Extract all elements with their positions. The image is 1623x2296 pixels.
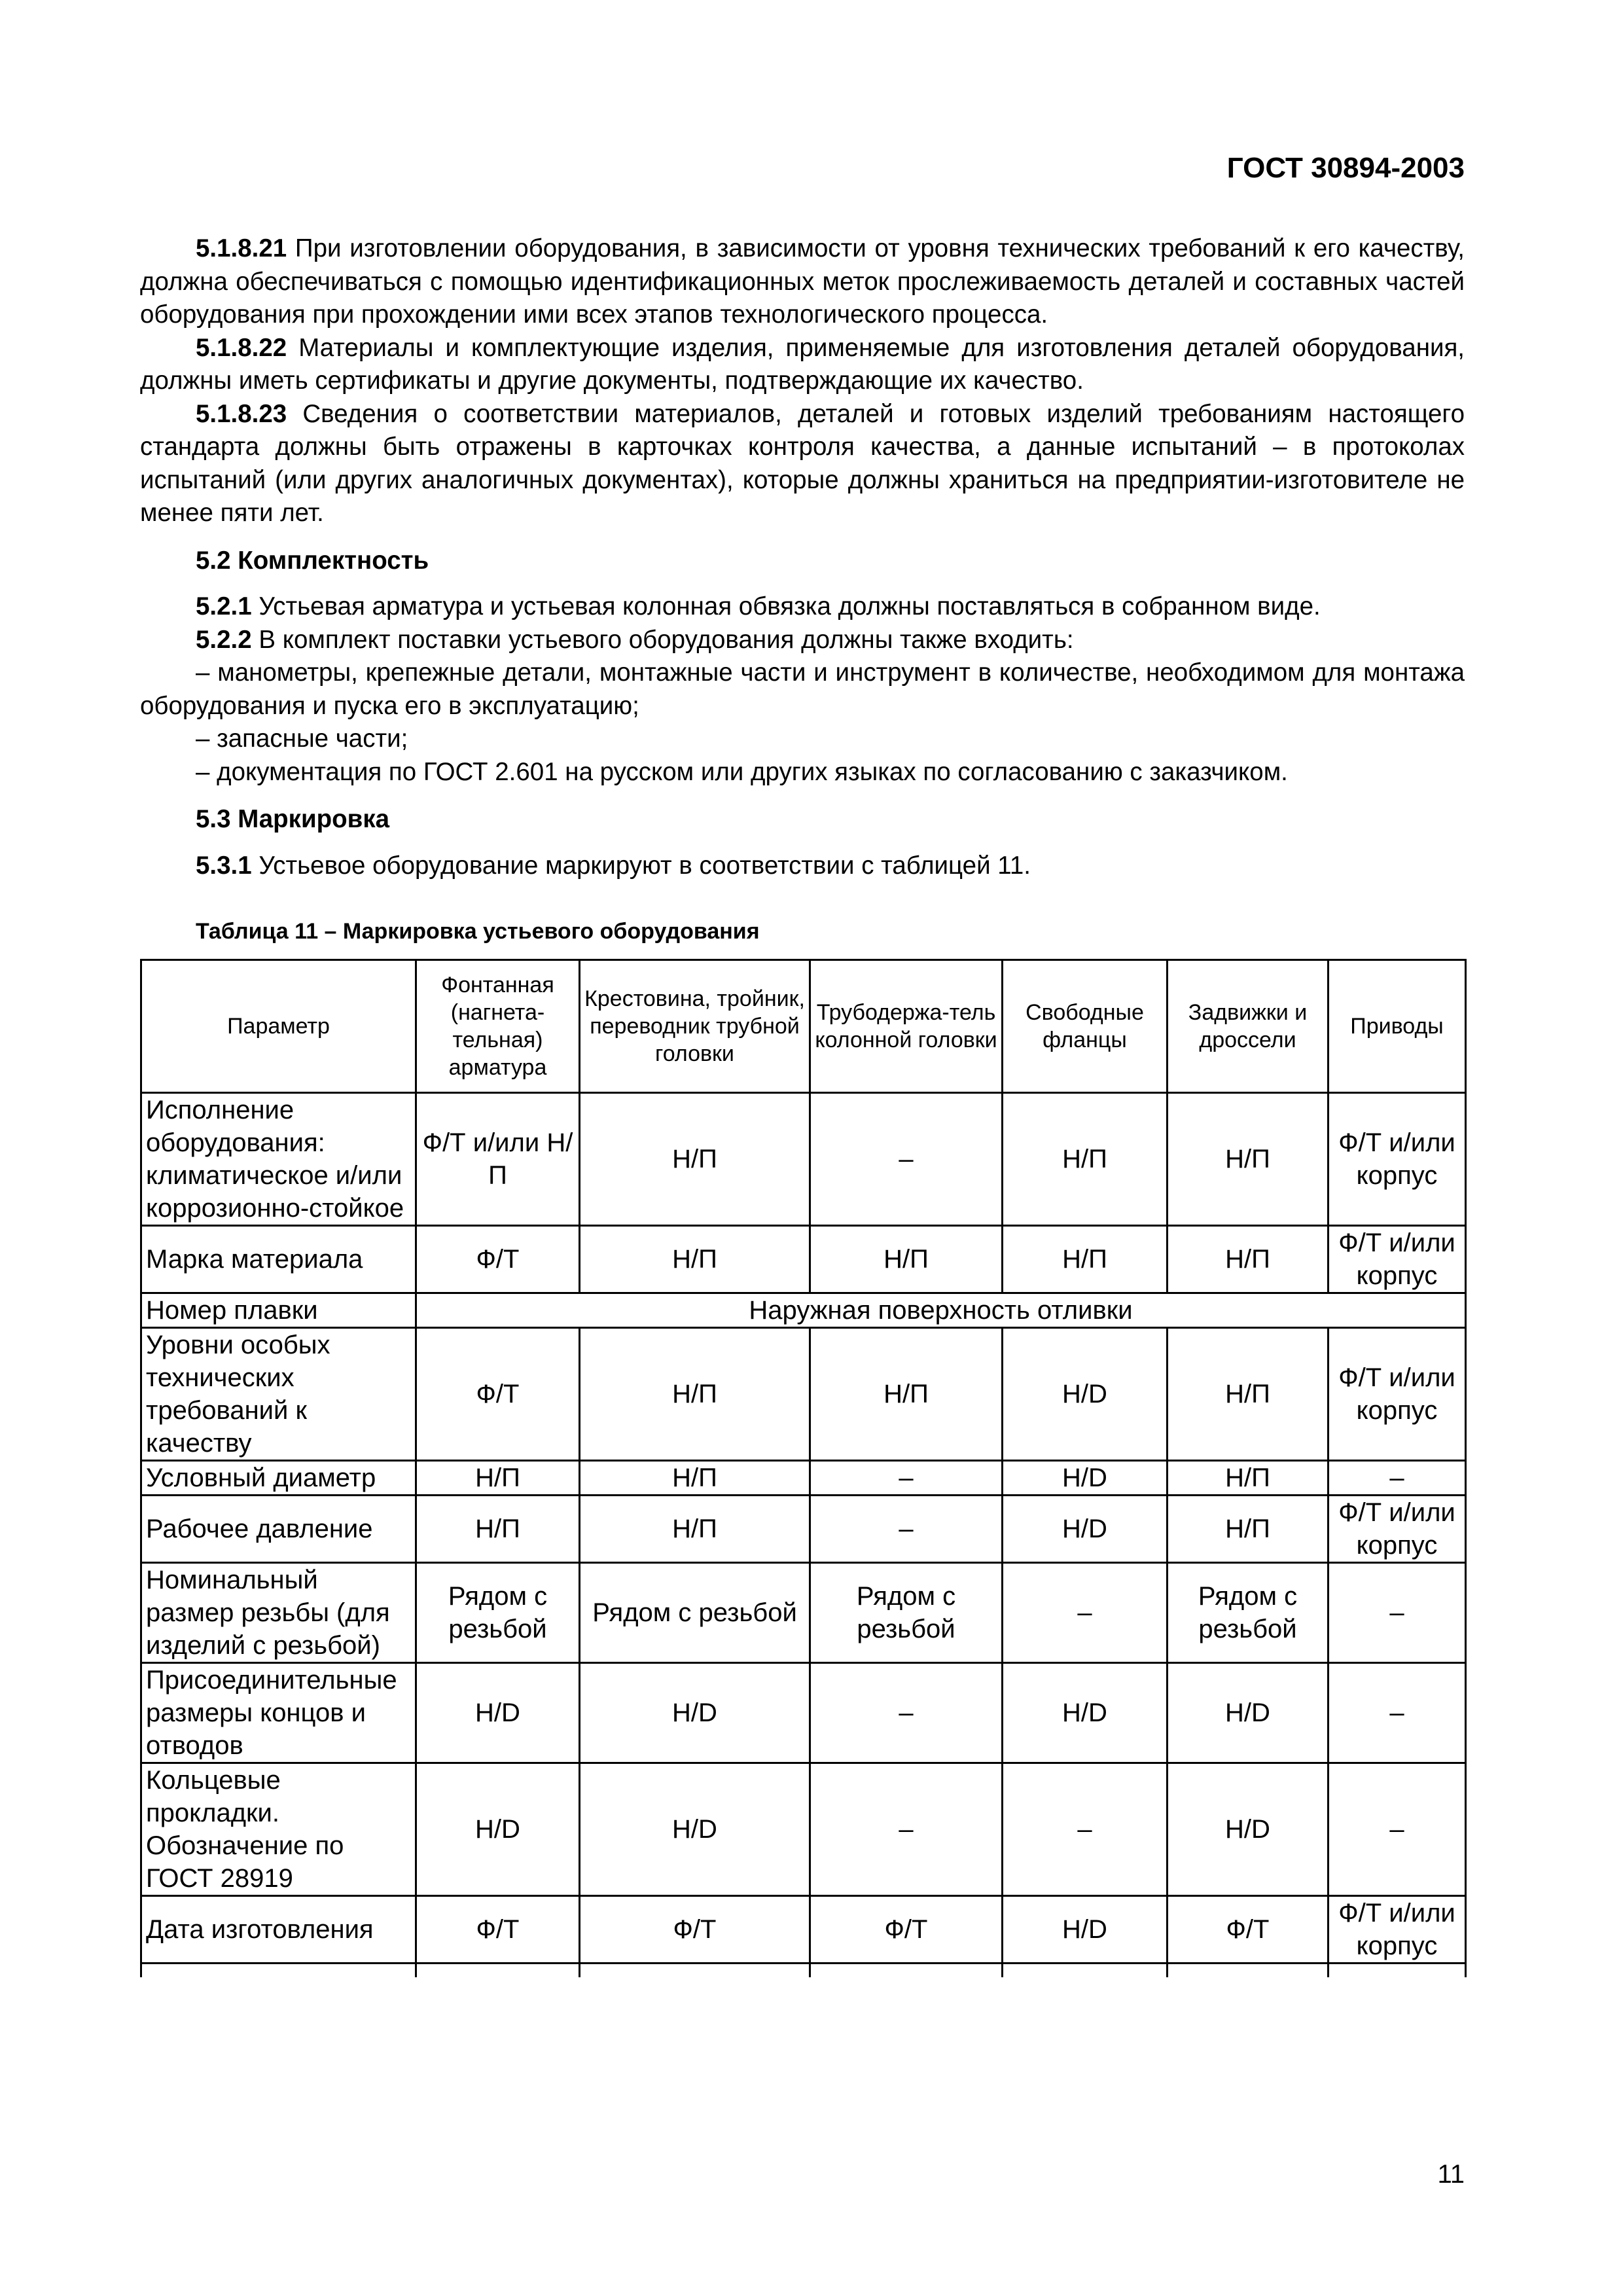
table-cell: H/D bbox=[1003, 1662, 1168, 1763]
paragraph-5-3-1 bbox=[140, 850, 1465, 883]
table-cell: H/D bbox=[416, 1763, 580, 1895]
table-cell: Н/П bbox=[580, 1225, 810, 1293]
column-header: Приводы bbox=[1329, 960, 1466, 1092]
body-text bbox=[140, 232, 1465, 1977]
clause-number: 5.2.2 bbox=[196, 625, 252, 654]
table-cell: – bbox=[1003, 1562, 1168, 1662]
table-cell: Ф/Т и/или корпус bbox=[1329, 1495, 1466, 1562]
table-row bbox=[141, 1763, 1466, 1895]
table-cell: – bbox=[1329, 1460, 1466, 1495]
row-parameter: Марка материала bbox=[141, 1225, 416, 1293]
list-item: – документация по ГОСТ 2.601 на русском или других языках по согласованию с заказчиком. bbox=[196, 757, 1288, 786]
table-cell-empty bbox=[416, 1963, 580, 1977]
page-number: 11 bbox=[1437, 2160, 1465, 2189]
table-cell: Ф/Т bbox=[1168, 1895, 1329, 1963]
table-cell: Н/П bbox=[580, 1460, 810, 1495]
table-cell: Ф/Т bbox=[416, 1895, 580, 1963]
table-cell: Н/П bbox=[810, 1327, 1003, 1460]
column-header: Крестовина, тройник, переводник трубной головки bbox=[580, 960, 810, 1092]
section-heading-5-2: 5.2 Комплектность bbox=[196, 546, 429, 575]
table-cell: Рядом с резьбой bbox=[580, 1562, 810, 1662]
section-heading-5-3: 5.3 Маркировка bbox=[196, 805, 390, 833]
table-cell: Рядом с резьбой bbox=[810, 1562, 1003, 1662]
table-cell: Ф/Т и/или Н/П bbox=[416, 1092, 580, 1225]
table-cell: Н/П bbox=[416, 1495, 580, 1562]
table-cell: Н/П bbox=[1003, 1225, 1168, 1293]
table-cell: Н/П bbox=[416, 1460, 580, 1495]
row-parameter: Исполнение оборудования: климатическое и/или коррозионно-стойкое bbox=[141, 1092, 416, 1225]
table-cell: H/D bbox=[580, 1662, 810, 1763]
table-cell: Н/П bbox=[1168, 1495, 1329, 1562]
table-cell: – bbox=[1329, 1562, 1466, 1662]
table-row bbox=[141, 1460, 1466, 1495]
clause-number: 5.1.8.21 bbox=[196, 234, 287, 262]
row-parameter: Кольцевые прокладки. Обозначение по ГОСТ 28919 bbox=[141, 1763, 416, 1895]
merged-cell: Наружная поверхность отливки bbox=[416, 1293, 1466, 1327]
clause-number: 5.3.1 bbox=[196, 851, 252, 880]
list-item: – манометры, крепежные детали, монтажные части и инструмент в количестве, необходимом для монтажа оборудования и пуска его в эксплуатацию; bbox=[140, 658, 1465, 720]
table-cell-empty bbox=[1329, 1963, 1466, 1977]
row-parameter: Номинальный размер резьбы (для изделий с резьбой) bbox=[141, 1562, 416, 1662]
table-row bbox=[141, 1092, 1466, 1225]
table-cell: Н/П bbox=[580, 1327, 810, 1460]
table-cell: Ф/Т и/или корпус bbox=[1329, 1895, 1466, 1963]
table-row bbox=[141, 1495, 1466, 1562]
table-cell: Н/П bbox=[1003, 1092, 1168, 1225]
row-parameter: Номер плавки bbox=[141, 1293, 416, 1327]
clause-number: 5.1.8.22 bbox=[196, 333, 287, 362]
table-cell: H/D bbox=[416, 1662, 580, 1763]
table-cell: – bbox=[810, 1495, 1003, 1562]
table-cell: H/D bbox=[1003, 1460, 1168, 1495]
table-cell: Н/П bbox=[580, 1495, 810, 1562]
table-cell: H/D bbox=[1168, 1662, 1329, 1763]
row-parameter: Присоединительные размеры концов и отводов bbox=[141, 1662, 416, 1763]
table-row bbox=[141, 1562, 1466, 1662]
table-cell-empty bbox=[1003, 1963, 1168, 1977]
clause-text: В комплект поставки устьевого оборудования должны также входить: bbox=[251, 625, 1074, 654]
table-cell: H/D bbox=[1003, 1327, 1168, 1460]
table-cell: Рядом с резьбой bbox=[1168, 1562, 1329, 1662]
clause-text: Материалы и комплектующие изделия, применяемые для изготовления деталей оборудования, должны иметь сертификаты и другие документы, подтверждающие их качество. bbox=[140, 333, 1465, 395]
column-header: Трубодержа-тель колонной головки bbox=[810, 960, 1003, 1092]
table-cell: – bbox=[810, 1092, 1003, 1225]
table-cell: Н/П bbox=[1168, 1327, 1329, 1460]
column-header: Свободные фланцы bbox=[1003, 960, 1168, 1092]
table-cell: Ф/Т и/или корпус bbox=[1329, 1092, 1466, 1225]
standard-code: ГОСТ 30894-2003 bbox=[1226, 152, 1465, 184]
table-cell: H/D bbox=[580, 1763, 810, 1895]
clause-text: При изготовлении оборудования, в зависимости от уровня технических требований к его качеству, должна обеспечиваться с помощью идентификационных меток прослеживаемость деталей и составных частей оборудования при прохождении ими всех этапов технологического процесса. bbox=[140, 234, 1465, 329]
table-header-row bbox=[141, 960, 1466, 1092]
table-row bbox=[141, 1225, 1466, 1293]
table-cell: Ф/Т и/или корпус bbox=[1329, 1327, 1466, 1460]
row-parameter: Уровни особых технических требований к качеству bbox=[141, 1327, 416, 1460]
table-cell: Рядом с резьбой bbox=[416, 1562, 580, 1662]
table-cell: Н/П bbox=[1168, 1092, 1329, 1225]
table-cell: Ф/Т и/или корпус bbox=[1329, 1225, 1466, 1293]
table-cell: – bbox=[810, 1763, 1003, 1895]
table-cell: Н/П bbox=[1168, 1460, 1329, 1495]
table-row bbox=[141, 1662, 1466, 1763]
table-cell: Н/П bbox=[580, 1092, 810, 1225]
paragraph-5-2-1 bbox=[140, 590, 1465, 624]
column-header: Параметр bbox=[141, 960, 416, 1092]
table-caption: Таблица 11 – Маркировка устьевого оборудования bbox=[196, 919, 760, 944]
column-header: Задвижки и дроссели bbox=[1168, 960, 1329, 1092]
table-cell: Н/П bbox=[810, 1225, 1003, 1293]
table-cell: H/D bbox=[1003, 1895, 1168, 1963]
clause-text: Устьевое оборудование маркируют в соответствии с таблицей 11. bbox=[251, 851, 1031, 880]
table-cell: Ф/Т bbox=[416, 1225, 580, 1293]
row-parameter: Рабочее давление bbox=[141, 1495, 416, 1562]
table-cell: – bbox=[1329, 1763, 1466, 1895]
table-continuation-row bbox=[141, 1963, 1466, 1977]
table-cell: – bbox=[1003, 1763, 1168, 1895]
table-row bbox=[141, 1895, 1466, 1963]
table-row bbox=[141, 1293, 1466, 1327]
paragraph-5-1-8-23 bbox=[140, 398, 1465, 530]
table-cell-empty bbox=[1168, 1963, 1329, 1977]
table-cell: H/D bbox=[1168, 1763, 1329, 1895]
paragraph-5-2-2 bbox=[140, 624, 1465, 657]
table-cell: H/D bbox=[1003, 1495, 1168, 1562]
row-parameter: Дата изготовления bbox=[141, 1895, 416, 1963]
table-cell-empty bbox=[580, 1963, 810, 1977]
table-cell: – bbox=[810, 1662, 1003, 1763]
table-cell: – bbox=[1329, 1662, 1466, 1763]
table-cell-empty bbox=[141, 1963, 416, 1977]
clause-text: Устьевая арматура и устьевая колонная обвязка должны поставляться в собранном виде. bbox=[251, 592, 1321, 620]
clause-number: 5.2.1 bbox=[196, 592, 252, 620]
clause-text: Сведения о соответствии материалов, деталей и готовых изделий требованиям настоящего стандарта должны быть отражены в карточках контроля качества, а данные испытаний – в протоколах испытаний (или других аналогичных документах), которые должны храниться на предприятии-изготовителе не менее пяти лет. bbox=[140, 399, 1465, 527]
table-cell: Ф/Т bbox=[580, 1895, 810, 1963]
table-cell: Н/П bbox=[1168, 1225, 1329, 1293]
column-header: Фонтанная (нагнета-тельная) арматура bbox=[416, 960, 580, 1092]
list-item: – запасные части; bbox=[196, 725, 408, 753]
table-cell: – bbox=[810, 1460, 1003, 1495]
table-cell-empty bbox=[810, 1963, 1003, 1977]
row-parameter: Условный диаметр bbox=[141, 1460, 416, 1495]
paragraph-5-1-8-22 bbox=[140, 332, 1465, 398]
table-cell: Ф/Т bbox=[810, 1895, 1003, 1963]
paragraph-5-1-8-21 bbox=[140, 232, 1465, 332]
marking-table bbox=[140, 959, 1467, 1977]
clause-number: 5.1.8.23 bbox=[196, 399, 287, 428]
table-row bbox=[141, 1327, 1466, 1460]
table-cell: Ф/Т bbox=[416, 1327, 580, 1460]
